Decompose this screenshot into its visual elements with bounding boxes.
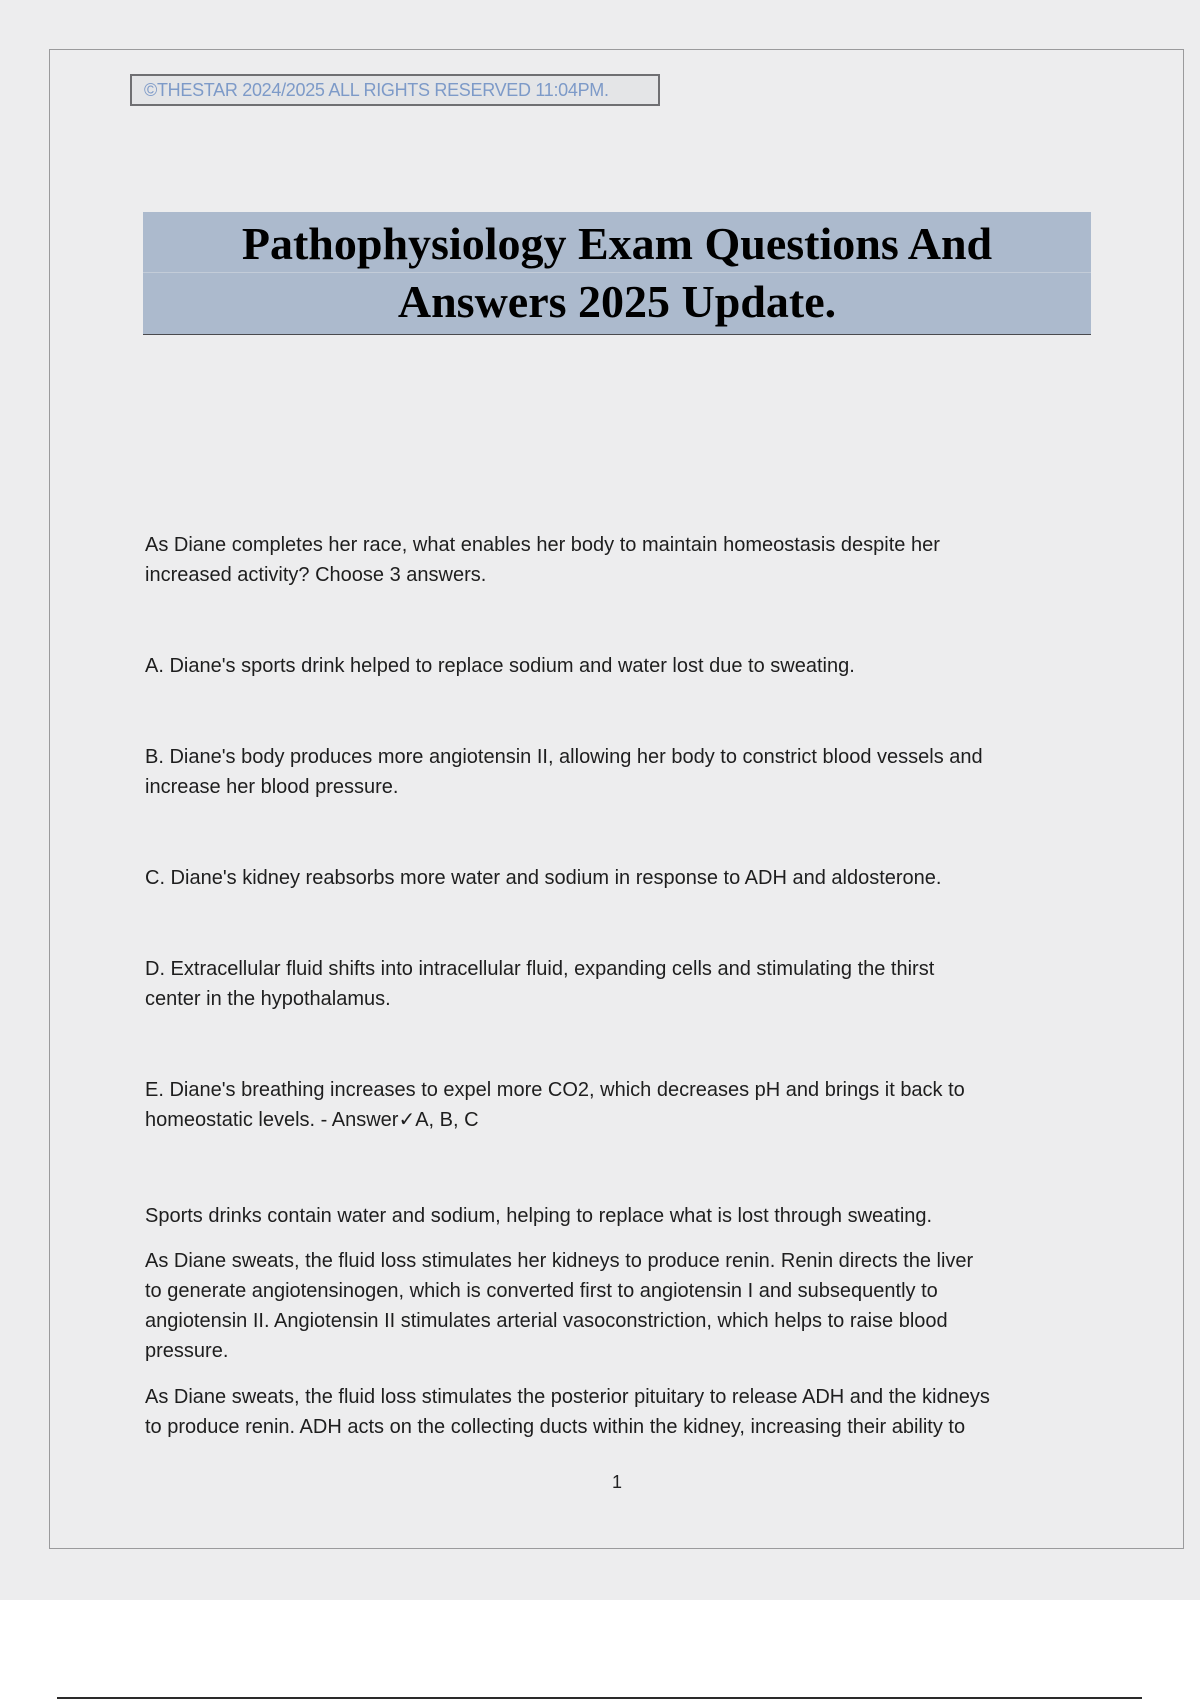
- title-banner: [143, 212, 1091, 335]
- option-b-line-1: B. Diane's body produces more angiotensin II, allowing her body to constrict blood vessels and: [145, 746, 983, 768]
- title-line-1: Pathophysiology Exam Questions And: [241, 218, 993, 269]
- footer-rule: [57, 1697, 1142, 1699]
- option-a-text: A. Diane's sports drink helped to replace sodium and water lost due to sweating.: [145, 655, 855, 677]
- option-d-line-1: D. Extracellular fluid shifts into intracellular fluid, expanding cells and stimulating the thirst: [145, 958, 935, 980]
- explanation-p3-line-2: to produce renin. ADH acts on the collecting ducts within the kidney, increasing their ability to: [145, 1416, 966, 1438]
- option-b: [145, 742, 1090, 802]
- question-stem: [145, 530, 1090, 590]
- option-e: [145, 1075, 1090, 1135]
- page-number: 1: [611, 1472, 622, 1492]
- explanation-paragraph-1: [145, 1201, 1090, 1231]
- question-stem-line-1: As Diane completes her race, what enables her body to maintain homeostasis despite her: [145, 534, 940, 556]
- explanation-p2-line-4: pressure.: [145, 1340, 229, 1362]
- option-c-text: C. Diane's kidney reabsorbs more water and sodium in response to ADH and aldosterone.: [145, 867, 942, 889]
- explanation-p1-text: Sports drinks contain water and sodium, helping to replace what is lost through sweating.: [145, 1205, 933, 1227]
- copyright-watermark: ©THESTAR 2024/2025 ALL RIGHTS RESERVED 11:04PM.: [130, 74, 660, 106]
- option-b-line-2: increase her blood pressure.: [145, 776, 399, 798]
- document-title: [143, 212, 1091, 331]
- explanation-p2-line-3: angiotensin II. Angiotensin II stimulates arterial vasoconstriction, which helps to raise blood: [145, 1310, 948, 1332]
- option-e-line-2: homeostatic levels. - Answer✓A, B, C: [145, 1109, 479, 1131]
- question-stem-line-2: increased activity? Choose 3 answers.: [145, 564, 487, 586]
- explanation-p2-line-1: As Diane sweats, the fluid loss stimulates her kidneys to produce renin. Renin directs the liver: [145, 1250, 974, 1272]
- option-e-line-1: E. Diane's breathing increases to expel more CO2, which decreases pH and brings it back to: [145, 1079, 965, 1101]
- option-c: [145, 863, 1090, 893]
- option-d: [145, 954, 1090, 1014]
- explanation-p3-line-1: As Diane sweats, the fluid loss stimulates the posterior pituitary to release ADH and the kidneys: [145, 1386, 990, 1408]
- explanation-paragraph-2: [145, 1246, 1090, 1366]
- option-a: [145, 651, 1090, 681]
- explanation-paragraph-3: [145, 1382, 1090, 1442]
- explanation-p2-line-2: to generate angiotensinogen, which is converted first to angiotensin I and subsequently to: [145, 1280, 938, 1302]
- title-line-2: Answers 2025 Update.: [397, 276, 837, 327]
- option-d-line-2: center in the hypothalamus.: [145, 988, 391, 1010]
